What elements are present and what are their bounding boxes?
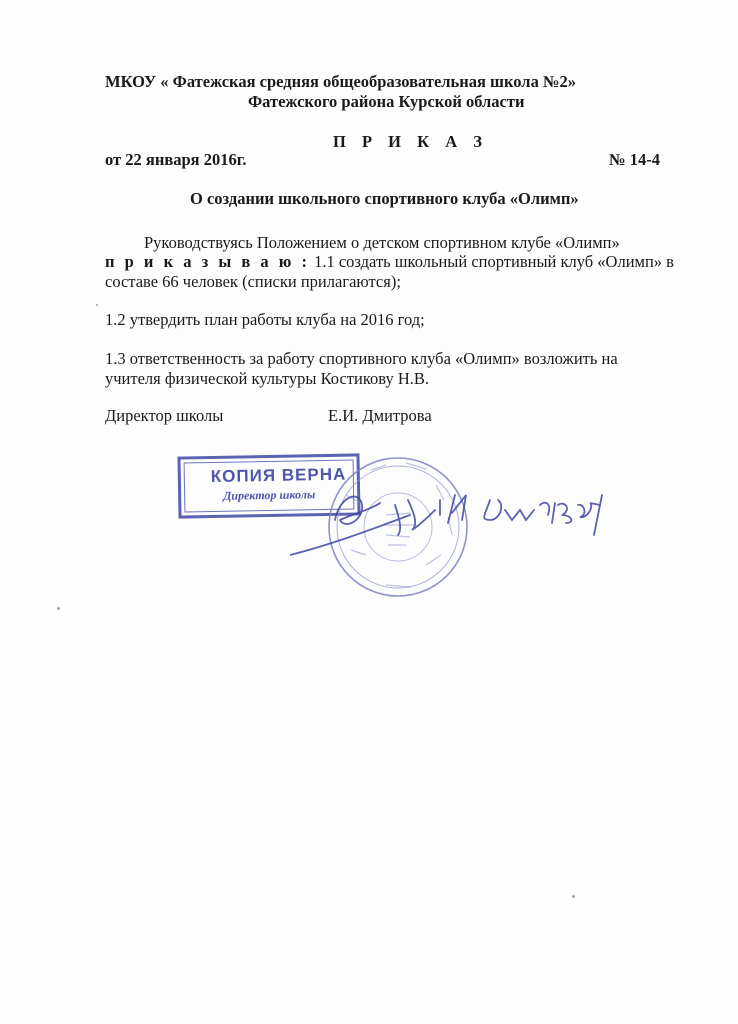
order-word: п р и к а з ы в а ю : (105, 252, 310, 271)
document-title: П Р И К А З (333, 132, 488, 151)
paragraph2: 1.2 утвердить план работы клуба на 2016 год; (105, 310, 425, 329)
org-name-line1: МКОУ « Фатежская средняя общеобразовательная школа №2» (105, 72, 577, 91)
stamp-subtitle: Директор школы (223, 487, 316, 503)
scan-speck (572, 895, 575, 898)
stamp-title: КОПИЯ ВЕРНА (210, 464, 347, 487)
paragraph3-line1: 1.3 ответственность за работу спортивного клуба «Олимп» возложить на (105, 349, 618, 368)
paragraph3-line2: учителя физической культуры Костикову Н.В. (105, 369, 430, 388)
paragraph1-line1: Руководствуясь Положением о детском спортивном клубе «Олимп» (144, 233, 620, 252)
paragraph1-line3: составе 66 человек (списки прилагаются); (105, 272, 401, 291)
org-name-line2: Фатежского района Курской области (248, 92, 525, 111)
handwritten-signature-icon (290, 475, 620, 565)
paragraph1-line2 (105, 252, 674, 272)
director-name: Е.И. Дмитрова (328, 406, 432, 425)
scan-speck (57, 607, 60, 610)
scan-speck (96, 304, 98, 306)
order-subject: О создании школьного спортивного клуба «Олимп» (190, 189, 579, 208)
order-date: от 22 января 2016г. (105, 150, 247, 169)
paragraph1-line2-text: 1.1 создать школьный спортивный клуб «Олимп» в (309, 252, 674, 271)
director-label: Директор школы (105, 406, 224, 425)
order-number: № 14-4 (609, 150, 660, 169)
